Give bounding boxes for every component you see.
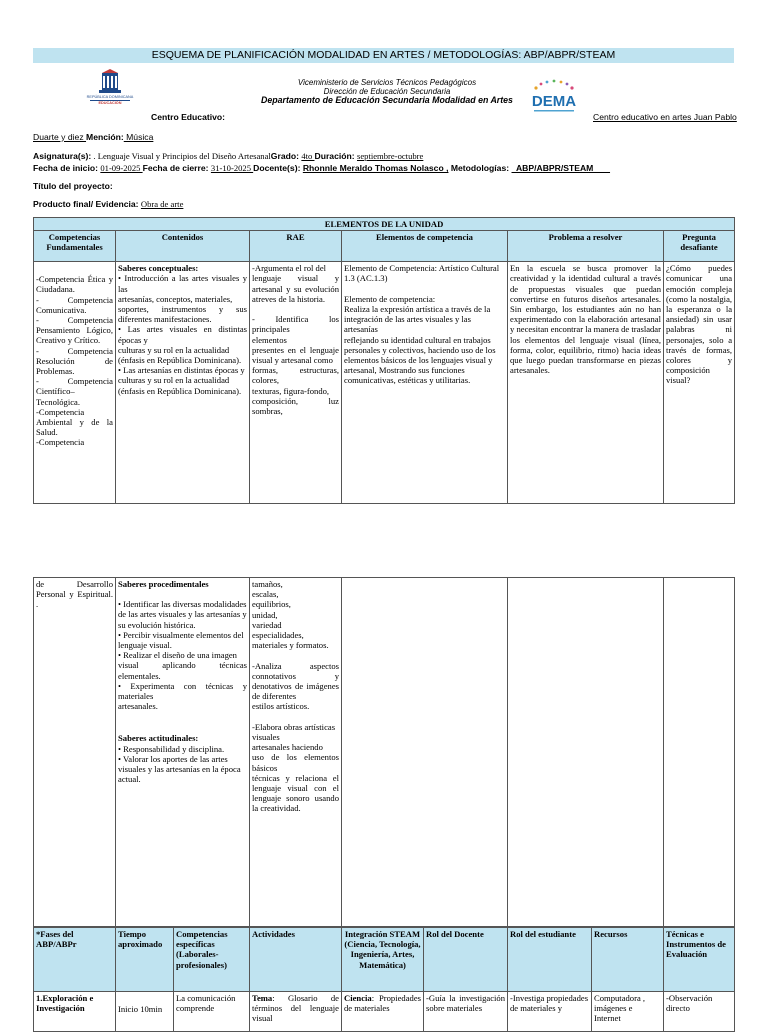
duracion-label: Duración:: [314, 151, 355, 161]
header-rae: RAE: [250, 231, 342, 262]
header-actividades: Actividades: [250, 928, 342, 992]
contenidos-cell: [116, 262, 250, 504]
document-title: ESQUEMA DE PLANIFICACIÓN MODALIDAD EN ARTES / METODOLOGÍAS: ABP/ABPR/STEAM: [33, 48, 734, 63]
steam-cell: [342, 992, 424, 1032]
contenidos-cont-cell: [116, 578, 250, 927]
docente-label: Docente(s):: [253, 163, 301, 173]
unit-elements-table-continued: [33, 577, 735, 927]
fecha-inicio-label: Fecha de inicio:: [33, 163, 98, 173]
rol-estudiante-cell: -Investiga propiedades de materiales y: [508, 992, 592, 1032]
centro-mencion-line: [33, 132, 153, 142]
coat-of-arms-icon: [75, 68, 145, 118]
steam-ciencia-label: Ciencia: [344, 993, 372, 1003]
titulo-proyecto-line: [33, 181, 113, 191]
tiempo-cell: Inicio 10min: [116, 992, 174, 1032]
header-tecnicas-evaluacion: Técnicas e Instrumentos de Evaluación: [664, 928, 735, 992]
actividades-tema-label: Tema: [252, 993, 273, 1003]
competencias-cont-cell: de Desarrollo Personal y Espiritual. .: [34, 578, 116, 927]
rae-cont-cell: tamaños, escalas, equilibrios, unidad, variedad especialidades, materiales y formatos. -Analiza aspectos connotativos y denotativos de imágenes de diferentes estilos artísticos. -Elabora obras artísticas visuales artesanales haciendo uso de los elementos básicos técnicas y relaciona el lenguaje visual con el lenguaje sonoro usando la creatividad.: [250, 578, 342, 927]
header-fases: *Fases del ABP/ABPr: [34, 928, 116, 992]
mencion-label: Mención:: [86, 132, 124, 142]
rae-cell: -Argumenta el rol del lenguaje visual y artesanal y su evolución atreves de la historia. - Identifica los principales elementos presentes en el lenguaje visual y artesanal como formas, estructuras, colores, texturas, figura-fondo, composición, luz sombras,: [250, 262, 342, 504]
steam-text: : Propiedades de materiales: [344, 993, 421, 1014]
grado-label: Grado:: [270, 151, 299, 161]
viceministerio-line: Viceministerio de Servicios Técnicos Pedagógicos: [297, 79, 477, 87]
pregunta-cell: ¿Cómo puedes comunicar una emoción compleja (como la nostalgia, la esperanza o la ansiedad) sin usar palabras ni personajes, solo a través de formas, colores y composición visual?: [664, 262, 735, 504]
producto-final-label: Producto final/ Evidencia:: [33, 199, 139, 209]
docente-value: Rhonnle Meraldo Thomas Nolasco ,: [302, 163, 449, 173]
pregunta-cont-cell: [664, 578, 735, 927]
header-rol-docente: Rol del Docente: [424, 928, 508, 992]
institution-header: [246, 79, 528, 113]
dema-logo: [526, 78, 582, 118]
logo-ministry-text: EDUCACIÓN: [98, 101, 122, 105]
problema-cont-cell: [508, 578, 664, 927]
header-competencias-especificas: Competencias específicas (Laborales-profesionales): [174, 928, 250, 992]
competencias-especificas-cell: La comunicación comprende: [174, 992, 250, 1032]
header-contenidos: Contenidos: [116, 231, 250, 262]
unit-elements-title: ELEMENTOS DE LA UNIDAD: [34, 218, 735, 231]
fechas-line: [33, 163, 610, 173]
dema-logo-icon: [526, 78, 582, 118]
centro-value-part2: Duarte y diez: [33, 132, 87, 142]
saberes-actitudinales-title: Saberes actitudinales:: [118, 733, 199, 744]
header-pregunta: Pregunta desafiante: [664, 231, 735, 262]
producto-final-line: [33, 199, 183, 209]
direccion-line: Dirección de Educación Secundaria: [323, 86, 451, 96]
header-recursos: Recursos: [592, 928, 664, 992]
header-problema: Problema a resolver: [508, 231, 664, 262]
actividades-cell: [250, 992, 342, 1032]
saberes-procedimentales-text: • Identificar las diversas modalidades de las artes visuales y las artesanías y su evolución histórica. • Percibir visualmente elementos del lenguaje visual. • Realizar el diseño de una imagen visual aplicando técnicas elementales. • Experimenta con técnicas y materiales artesanales.: [118, 599, 247, 712]
logo-country-text: REPÚBLICA DOMINICANA: [86, 95, 134, 99]
saberes-actitudinales-text: • Responsabilidad y disciplina. • Valorar los aportes de las artes visuales y las artesanías en la época actual.: [118, 743, 241, 785]
saberes-conceptuales-text: • Introducción a las artes visuales y las artesanías, conceptos, materiales, soportes, instrumentos y sus diferentes manifestaciones. • Las artes visuales en distintas épocas y culturas y su rol en la actualidad (énfasis en República Dominicana). • Las artesanías en distintas épocas y culturas y su rol en la actualidad (énfasis en República Dominicana).: [118, 273, 247, 396]
header-elementos-competencia: Elementos de competencia: [342, 231, 508, 262]
centro-label: Centro Educativo:: [151, 112, 226, 122]
fecha-cierre-label: Fecha de cierre:: [142, 163, 209, 173]
unit-elements-table: [33, 217, 735, 504]
centro-value-part1: Centro educativo en artes Juan Pablo: [593, 112, 737, 122]
producto-final-value: Obra de arte: [140, 199, 184, 209]
fecha-cierre-value: 31-10-2025: [210, 163, 254, 173]
departamento-line: Departamento de Educación Secundaria Modalidad en Artes: [261, 95, 513, 105]
header-rol-estudiante: Rol del estudiante: [508, 928, 592, 992]
competencias-cell: -Competencia Ética y Ciudadana. - Competencia Comunicativa. - Competencia Pensamiento Lógico, Creativo y Crítico. - Competencia Resolución de Problemas. - Competencia Científico–Tecnológica. -Competencia Ambiental y de la Salud. -Competencia: [34, 262, 116, 504]
header-integracion-steam: Integración STEAM (Ciencia, Tecnología, Ingeniería, Artes, Matemática): [342, 928, 424, 992]
fecha-inicio-value: 01-09-2025: [100, 163, 143, 173]
asignatura-value: . Lenguaje Visual y Principios del Diseño Artesanal: [91, 151, 271, 161]
fase-cell: 1.Exploración e Investigación: [34, 992, 116, 1032]
mencion-value: Música: [123, 132, 154, 142]
rol-docente-cell: -Guía la investigación sobre materiales: [424, 992, 508, 1032]
header-competencias: Competencias Fundamentales: [34, 231, 116, 262]
asignatura-label: Asignatura(s):: [33, 151, 92, 161]
titulo-proyecto-label: Título del proyecto:: [33, 181, 113, 191]
grado-value: 4to: [301, 151, 315, 161]
elementos-cont-cell: [342, 578, 508, 927]
evaluacion-cell: -Observación directo: [664, 992, 735, 1032]
saberes-procedimentales-title: Saberes procedimentales: [118, 579, 209, 589]
problema-cell: En la escuela se busca promover la creatividad y la identidad cultural a través de propuestas visuales que puedan convertirse en futuros diseños artesanales. Sin embargo, los estudiantes aún no han experimentado con la elaboración artesanal y necesitan encontrar la manera de trasladar los elementos del lenguaje visual (línea, forma, color, equilibrio, ritmo) hacia ideas que luego puedan transformarse en piezas artesanales.: [508, 262, 664, 504]
metodologias-value: ABP/ABPR/STEAM: [511, 163, 611, 173]
duracion-value: septiembre-octubre: [357, 151, 424, 161]
header-tiempo: Tiempo aproximado: [116, 928, 174, 992]
ministry-logo: [75, 68, 145, 118]
recursos-cell: Computadora , imágenes e Internet: [592, 992, 664, 1032]
actividades-text: : Glosario de términos del lenguaje visual: [252, 993, 339, 1024]
dema-logo-text: DEMA: [531, 93, 577, 110]
metodologias-label: Metodologías:: [448, 163, 510, 173]
asignatura-line: [33, 151, 423, 161]
elementos-competencia-cell: Elemento de Competencia: Artístico Cultural 1.3 (AC.1.3) Elemento de competencia: Realiza la expresión artística a través de la integración de las artes visuales y las artesanías reflejando su identidad cultural en trabajos personales y colectivos, haciendo uso de los elementos básicos de los lenguajes visual y artesanal, Mostrando sus funciones comunicativas, estéticas y utilitarias.: [342, 262, 508, 504]
saberes-conceptuales-title: Saberes conceptuales:: [118, 263, 199, 274]
phases-table: [33, 927, 735, 1032]
